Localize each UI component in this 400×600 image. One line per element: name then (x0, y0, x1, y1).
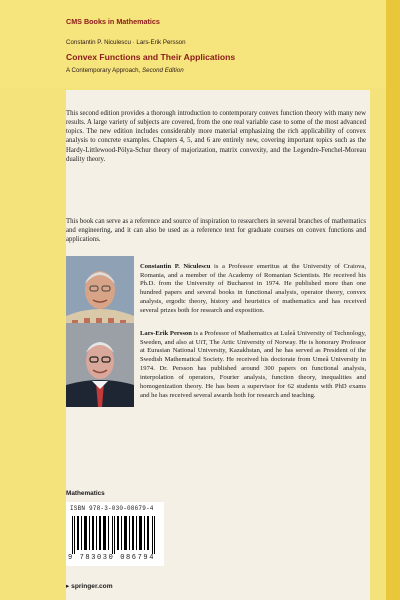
book-subtitle (66, 67, 184, 74)
author-photo-persson (66, 323, 134, 407)
bio-name: Lars-Erik Persson (140, 329, 192, 337)
book-title: Convex Functions and Their Applications (66, 52, 236, 62)
springer-url[interactable]: springer.com (71, 583, 113, 590)
bio-text: is a Professor emeritus at the University of Craiova, Romania, and a member of the Academy of Romanian Scientists. He received his Ph.D. from the University of Bucharest in 1974. He published more than one hundred papers and several books in functional analysis, operator theory, convex analysis, ergodic theory, history and heuristics of mathematics and has received several prizes both for research and exposition. (140, 262, 367, 315)
body (66, 90, 370, 600)
bio-persson (140, 330, 366, 401)
series-name: CMS Books in Mathematics (66, 17, 160, 26)
bio-text: is a Professor of Mathematics at Luleå University of Technology, Sweden, and also at UiT, The Artic University of Norway. He is honorary Professor at Eurasian National University, Kazakhstan, and he has served as President of the Swedish Mathematical Society. He received his doctorate from Umeå University in 1974. Dr. Persson has published around 300 papers on functional analysis, interpolation of operators, Fourier analysis, function theory, inequalities and homogenization theory. He has been a supervisor for 62 students with PhD exams and he has received several awards both for research and teaching. (140, 329, 366, 399)
barcode (66, 502, 164, 566)
isbn: ISBN 978-3-030-08679-4 (70, 505, 154, 512)
description-paragraph-1: This second edition provides a thorough introduction to contemporary convex function theory with many new results. A large variety of subjects are covered, from the one real variable case to some of the most advanced topics. The new edition includes considerably more material emphasizing the rich applicability of convex analysis to concrete examples. Chapters 4, 5, and 6 are entirely new, covering important topics such as the Hardy-Littlewood-Pólya-Schur theory of majorization, matrix convexity, and the Legendre-Fenchel-Moreau duality theory. (66, 109, 366, 163)
subject-label: Mathematics (66, 490, 105, 497)
subtitle-edition: Second Edition (142, 67, 184, 74)
author-line: Constantin P. Niculescu · Lars-Erik Persson (66, 39, 186, 46)
edge-strip (386, 0, 400, 600)
bio-name: Constantin P. Niculescu (140, 262, 211, 270)
barcode-bars (72, 516, 158, 554)
publisher-link[interactable]: ▸ springer.com (66, 583, 113, 590)
bio-niculescu (140, 263, 366, 316)
barcode-digits: 9 783030 086794 (68, 554, 156, 562)
header (0, 0, 386, 88)
description-paragraph-2: This book can serve as a reference and source of inspiration to researchers in several branches of mathematics and engineering, and it can also be used as a reference text for graduate courses on convex functions and applications. (66, 217, 366, 244)
subtitle-main: A Contemporary Approach, (66, 67, 143, 74)
